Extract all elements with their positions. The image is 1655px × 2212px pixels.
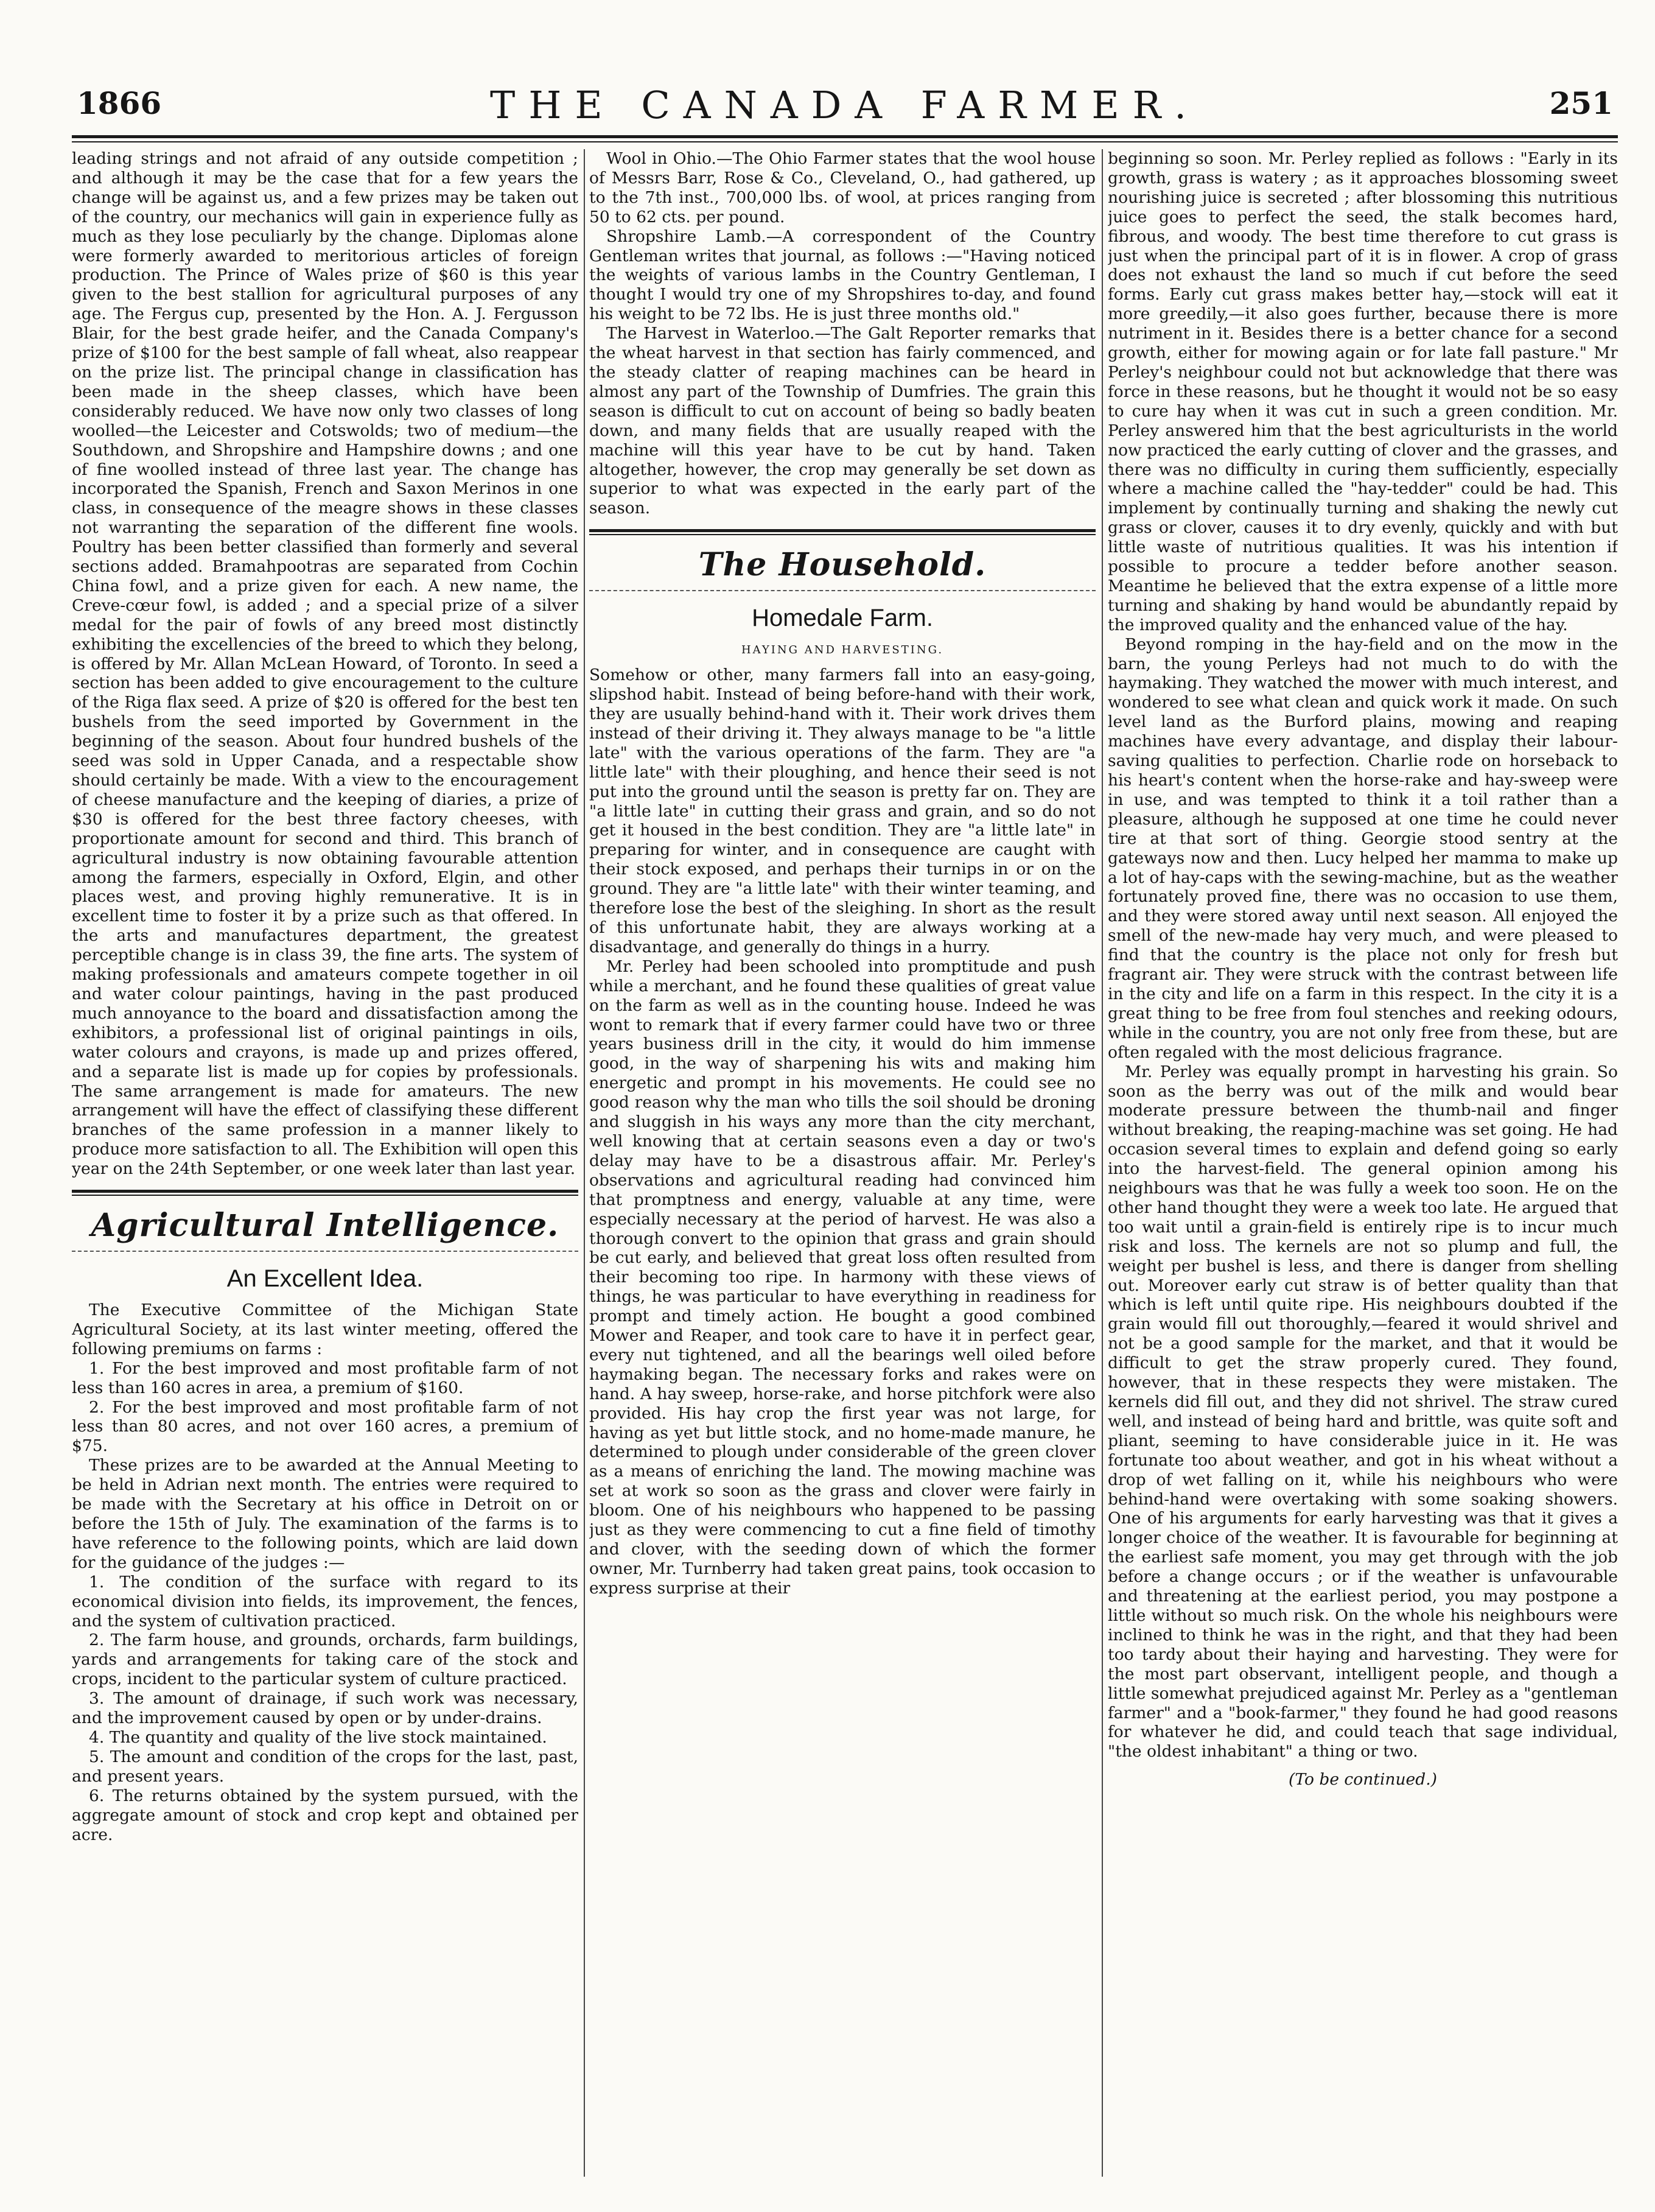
judging-point: 2. The farm house, and grounds, orchards, farm buildings, yards and arrangements for taking care of the stock and crops, incident to the particular system of culture practiced.	[72, 1631, 578, 1689]
column-divider	[584, 149, 585, 2177]
judging-point: 1. The condition of the surface with regard to its economical division into fields, its improvement, the fences, and the system of cultivation practiced.	[72, 1572, 578, 1631]
section-rule	[72, 1190, 578, 1193]
body-paragraph: leading strings and not afraid of any outside competition ; and although it may be the case that for a few years the change will be against us, and a few prizes may be taken out of the country, our mechanics will gain in experience fully as much as they lose peculiarly by the change. Diplomas alone were formerly awarded to meritorious articles of foreign production. The Prince of Wales prize of $60 is this year given to the best stallion for agricultural purposes of any age. The Fergus cup, presented by the Hon. A. J. Fergusson Blair, for the best grade heifer, and the Canada Company's prize of $100 for the best sample of fall wheat, also reappear on the prize list. The principal change in classification has been made in the sheep classes, which have been considerably reduced. We have now only two classes of long woolled—the Leicester and Cotswolds; two of medium—the Southdown, and Shropshire and Hampshire downs ; and one of fine woolled instead of three last year. The change has incorporated the Spanish, French and Saxon Merinos in one class, in consequence of the meagre shows in these classes not warranting the separation of the different fine wools. Poultry has been better classified than formerly and several sections added. Bramahpootras are separated from Cochin China fowl, and a prize given for each. A new name, the Creve-cœur fowl, is added ; and a special prize of a silver medal for the pair of fowls of any breed most distinctly exhibiting the excellencies of the breed to which they belong, is offered by Mr. Allan McLean Howard, of Toronto. In seed a section has been added to give encouragement to the culture of the Riga flax seed. A prize of $20 is offered for the best ten bushels from the seed imported by Government in the beginning of the season. About four hundred bushels of the seed was sold in Upper Canada, and a respectable show should certainly be made. With a view to the encouragement of cheese manufacture and the keeping of diaries, a prize of $30 is offered for the best three factory cheeses, with proportionate amount for second and third. This branch of agricultural industry is now obtaining favourable attention among the farmers, especially in Oxford, Elgin, and other places west, and proving highly remunerative. It is in excellent time to foster it by a prize such as that offered. In the arts and manufactures department, the greatest perceptible change is in class 39, the fine arts. The system of making professionals and amateurs compete together in oil and water colour paintings, having in the past produced much annoyance to the board and dissatisfaction among the exhibitors, a professional list of original paintings in oils, water colours and crayons, is made up and prizes offered, and a separate list is made up for copies by professionals. The same arrangement is made for amateurs. The new arrangement will have the effect of classifying these different branches of the same profession in a manner likely to produce more satisfaction to all. The Exhibition will open this year on the 24th September, or one week later than last year.	[72, 149, 578, 1179]
premium-item: 2. For the best improved and most profitable farm of not less than 80 acres, and not over 160 acres, a premium of $75.	[72, 1397, 578, 1456]
to-be-continued-note: (To be continued.)	[1289, 1770, 1437, 1789]
column-3	[1108, 149, 1618, 2177]
section-rule	[589, 529, 1096, 532]
section-rule-thin	[589, 534, 1096, 535]
masthead-rule	[72, 135, 1618, 138]
body-paragraph: The Executive Committee of the Michigan State Agricultural Society, at its last winter meeting, offered the following premiums on farms :	[72, 1301, 578, 1358]
issue-year: 1866	[77, 85, 162, 121]
newspaper-page	[72, 67, 1618, 2180]
newspaper-title: THE CANADA FARMER.	[489, 83, 1200, 127]
premium-item: 1. For the best improved and most profitable farm of not less than 160 acres in area, a premium of $160.	[72, 1358, 578, 1397]
body-paragraph: These prizes are to be awarded at the Annual Meeting to be held in Adrian next month. The entries were required to be made with the Secretary at his office in Detroit on or before the 15th of July. The examination of the farms is to have reference to the following points, which are laid down for the guidance of the judges :—	[72, 1456, 578, 1572]
article-subtitle: HAYING AND HARVESTING.	[741, 644, 944, 657]
article-title: Homedale Farm.	[752, 605, 933, 632]
column-1	[72, 149, 578, 2177]
section-rule-thin	[72, 1195, 578, 1196]
article-title: An Excellent Idea.	[226, 1265, 424, 1293]
dashed-rule	[72, 1251, 578, 1252]
column-2	[589, 149, 1096, 2177]
body-paragraph: Mr. Perley had been schooled into promptitude and push while a merchant, and he found these qualities of great value on the farm as well as in the counting house. Indeed he was wont to remark that if every farmer could have two or three years business drill in the city, it would do him immense good, in the way of sharpening his wits and making him energetic and prompt in his movements. He could see no good reason why the man who tills the soil should be droning and sluggish in his ways any more than the city merchant, well knowing that at certain seasons even a day or two's delay may have to be a disastrous affair. Mr. Perley's observations and agricultural reading had convinced him that promptness and energy, valuable at any time, were especially necessary at the period of harvest. He was also a thorough convert to the opinion that grass and grain should be cut early, and believed that great loss often resulted from their becoming too ripe. In harmony with these views of things, he was particular to have everything in readiness for prompt and timely action. He bought a good combined Mower and Reaper, and took care to have it in perfect gear, every nut tightened, and all the bearings well oiled before haymaking began. The necessary forks and rakes were on hand. A hay sweep, horse-rake, and horse pitchfork were also provided. His hay crop the first year was not large, for having as yet but little stock, and no home-made manure, he determined to plough under considerable of the green clover as a means of enriching the land. The mowing machine was set at work so soon as the grass and clover were fairly in bloom. One of his neighbours who happened to be passing just as they were commencing to cut a fine field of timothy and clover, with the seeding down of which the former owner, Mr. Turnberry had taken great pains, took occasion to express surprise at their	[589, 957, 1096, 1598]
news-item: Wool in Ohio.—The Ohio Farmer states that the wool house of Messrs Barr, Rose & Co., Cleveland, O., had gathered, up to the 7th inst., 700,000 lbs. of wool, at prices ranging from 50 to 62 cts. per pound.	[589, 149, 1096, 226]
body-paragraph: beginning so soon. Mr. Perley replied as follows : "Early in its growth, grass is watery ; as it approaches blossoming sweet nourishing juice is secreted ; after blossoming this nutritious juice goes to perfect the seed, the stalk becomes hard, fibrous, and woody. The best time therefore to cut grass is just when the principal part of it is in flower. A crop of grass does not exhaust the land so much if cut before the seed forms. Early cut grass makes better hay,—stock will eat it more greedily,—it also goes further, because there is more nutriment in it. Besides there is a better chance for a second growth, either for mowing again or for late fall pasture." Mr Perley's neighbour could not but acknowledge that there was force in these reasons, but he thought it would not be so easy to cure hay when it was cut in such a green condition. Mr. Perley answered him that the best agriculturists in the world now practiced the early cutting of clover and the grasses, and there was no difficulty in curing them sufficiently, especially where a machine called the "hay-tedder" could be had. This implement by continually turning and shaking the newly cut grass or clover, causes it to dry evenly, quickly and with but little waste of nutritious qualities. It was his intention if possible to procure a tedder before another season. Meantime he believed that the extra expense of a little more turning and shaking by hand would be abundantly repaid by the improved quality and the enhanced value of the hay.	[1108, 149, 1618, 634]
masthead-rule-thin	[72, 141, 1618, 142]
dashed-rule	[589, 590, 1096, 591]
news-item: Shropshire Lamb.—A correspondent of the Country Gentleman writes that journal, as follows :—"Having noticed the weights of various lambs in the Country Gentleman, I thought I would try one of my Shropshires to-day, and found his weight to be 72 lbs. He is just three months old."	[589, 226, 1096, 324]
column-divider	[1102, 149, 1103, 2177]
body-paragraph: Somehow or other, many farmers fall into an easy-going, slipshod habit. Instead of being before-hand with their work, they are usually behind-hand with it. Their work drives them instead of their driving it. They always manage to be "a little late" with the various operations of the farm. They are "a little late" with their ploughing, and hence their seed is not put into the ground until the season is pretty far on. They are "a little late" in cutting their grass and grain, and so do not get it housed in the best condition. They are "a little late" in preparing for winter, and in consequence are caught with their stock exposed, and perhaps their turnips in or on the ground. They are "a little late" with their winter teaming, and therefore lose the best of the sleighing. In short as the result of this unfortunate habit, they are always working at a disadvantage, and generally do things in a hurry.	[589, 665, 1096, 957]
judging-point: 6. The returns obtained by the system pursued, with the aggregate amount of stock and crop kept and obtained per acre.	[72, 1786, 578, 1844]
body-paragraph: Mr. Perley was equally prompt in harvesting his grain. So soon as the berry was out of the milk and would bear moderate pressure between the thumb-nail and finger without breaking, the reaping-machine was set going. He had occasion several times to explain and defend going so early into the harvest-field. The general opinion among his neighbours was that he was fully a week too soon. He on the other hand thought they were a week too late. He argued that too wait until a grain-field is entirely ripe is to incur much risk and loss. The kernels are not so plump and full, the weight per bushel is less, and there is danger from shelling out. Moreover early cut straw is of better quality than that which is left until quite ripe. His neighbours doubted if the grain would fill out thoroughly,—feared it would shrivel and not be a good sample for the market, and that it would be difficult to get the straw properly cured. They found, however, that in these respects they were mistaken. The kernels did fill out, and they did not shrivel. The straw cured well, and instead of being hard and brittle, was quite soft and pliant, seeming to have considerable juice in it. He was fortunate too about weather, and got in his wheat without a drop of wet falling on it, while his neighbours who were behind-hand were overtaking with some soaking showers. One of his arguments for early harvesting was that it gives a longer choice of the weather. It is favourable for beginning at the earliest safe moment, you may get through with the job before a change occurs ; or if the weather is unfavourable and threatening at the earliest period, you may postpone a little without so much risk. On the whole his neighbours were inclined to think he was in the right, and that they had been too tardy about their haying and harvesting. They were for the most part observant, intelligent people, and though a little somewhat prejudiced against Mr. Perley as a "gentleman farmer" and a "book-farmer," they found he had good reasons for whatever he did, and could teach that sage individual, "the oldest inhabitant" a thing or two.	[1108, 1062, 1618, 1761]
section-heading-agricultural-intelligence: Agricultural Intelligence.	[91, 1207, 559, 1245]
judging-point: 5. The amount and condition of the crops for the last, past, and present years.	[72, 1747, 578, 1786]
masthead	[72, 67, 1618, 134]
page-number: 251	[1549, 85, 1613, 121]
judging-point: 4. The quantity and quality of the live stock maintained.	[89, 1727, 547, 1747]
section-heading-household: The Household.	[698, 546, 987, 584]
body-paragraph: Beyond romping in the hay-field and on the mow in the barn, the young Perleys had not much to do with the haymaking. They watched the mower with much interest, and wondered to see what clean and quick work it made. On such level land as the Burford plains, mowing and reaping machines have every advantage, and display their labour-saving qualities to perfection. Charlie rode on horseback to his heart's content when the horse-rake and hay-sweep were in use, and was tempted to think it a toil rather than a pleasure, although he supposed at one time he could never tire at that sort of thing. Georgie stood sentry at the gateways now and then. Lucy helped her mamma to make up a lot of hay-caps with the sewing-machine, but as the weather fortunately proved fine, there was no occasion to use them, and they were stored away until next season. All enjoyed the smell of the new-made hay very much, and were pleased to find that the country is the place not only for fresh but fragrant air. They were struck with the contrast between life in the city and life on a farm in this respect. In the city it is a great thing to be free from foul stenches and reeking odours, while in the country, you are not only free from these, but are often regaled with the most delicious fragrance.	[1108, 634, 1618, 1062]
judging-point: 3. The amount of drainage, if such work was necessary, and the improvement caused by open or by under-drains.	[72, 1689, 578, 1728]
news-item: The Harvest in Waterloo.—The Galt Reporter remarks that the wheat harvest in that section has fairly commenced, and the steady clatter of reaping machines can be heard in almost any part of the Township of Dumfries. The grain this season is difficult to cut on account of being so badly beaten down, and many fields that are usually reaped with the machine will this year have to be cut by hand. Taken altogether, however, the crop may generally be set down as superior to what was expected in the early part of the season.	[589, 324, 1096, 518]
